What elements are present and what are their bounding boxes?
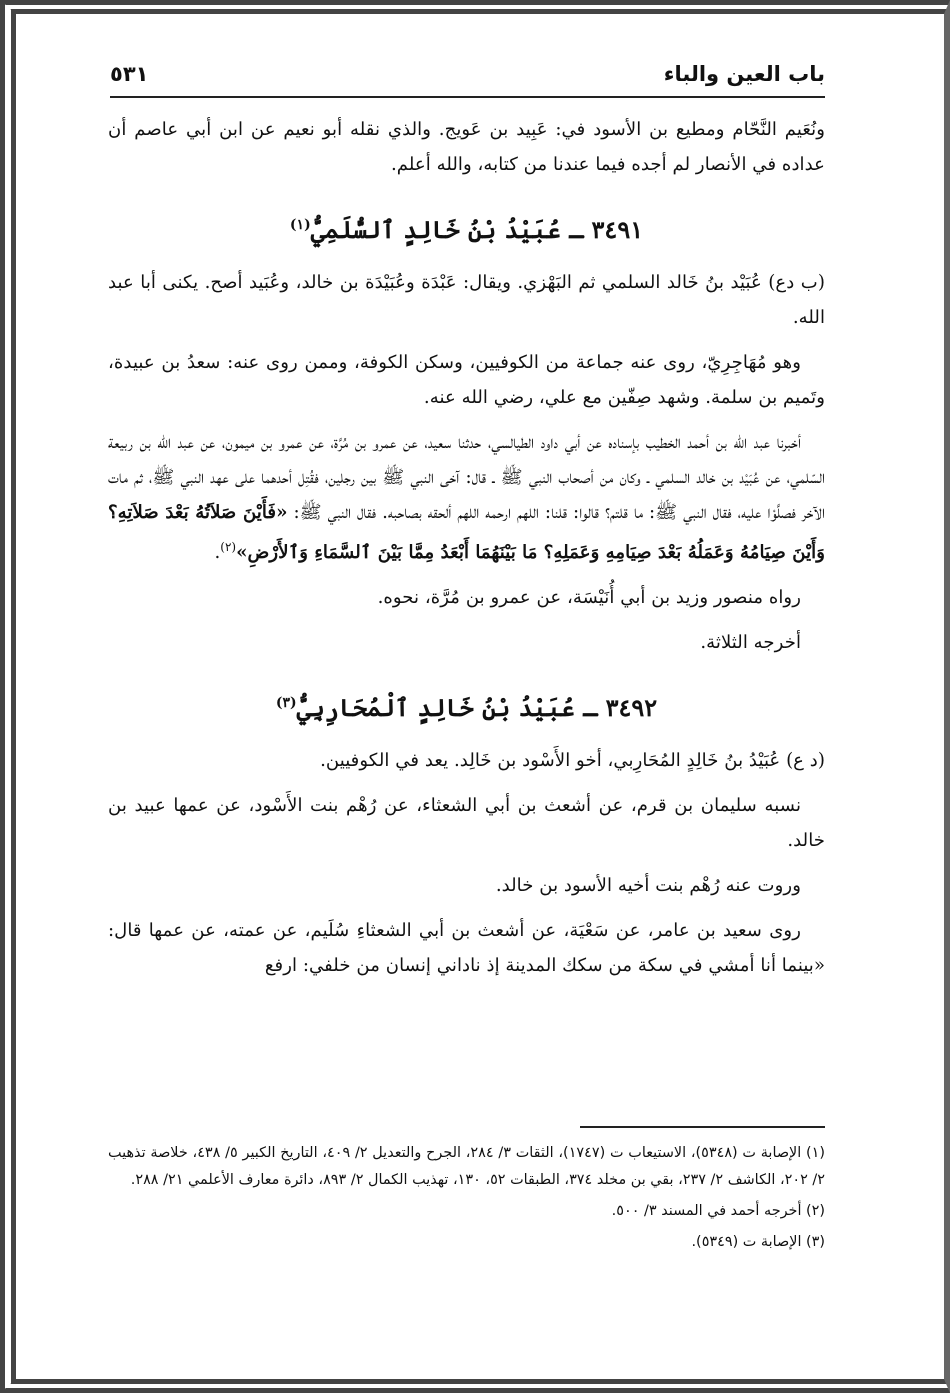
paragraph: أخرجه الثلاثة. [700,632,801,654]
paragraph-text: أخبرنا عبد الله بن أحمد الخطيب بإسناده عن أبي داود الطيالسي، حدثنا سعيد، عن عمرو بن مُرَّة، عن عمرو بن ميمون، عن عبد الله بن ربيعة السّلمي، عن عُبَيْد بن خالد السلمي ـ وكان من أصحاب النبي ﷺ ـ قال: آخى النبي ﷺ بين رجلين، فقُتِل أحدهما على عهد النبي ﷺ، ثم مات الآخر فصلَّوْا عليه، فقال النبي ﷺ: ما قلتم؟ قالوا: قلنا: اللهم ارحمه اللهم ألحقه بصاحبه. فقال النبي ﷺ: [108,432,825,523]
running-title: باب العين والباء [663,62,825,86]
footnote: (١) الإصابة ت (٥٣٤٨)، الاستيعاب ت (١٧٤٧)، الثقات ٣/ ٢٨٤، الجرح والتعديل ٢/ ٤٠٩، التاريخ الكبير ٥/ ٤٣٨، خلاصة تذهيب ٢/ ٢٠٢، الكاشف ٢/ ٢٣٧، بقي بن مخلد ٣٧٤، الطبقات ٥٢، ١٣٠، تهذيب الكمال ٢/ ٨٩٣، دائرة معارف الأعلمي ٢١/ ٢٨٨. [108,1145,825,1188]
paragraph: (ب دع) عُبَيْد بنُ خَالد السلمي ثم البَهْزي. ويقال: عَبْدَة وعُبَيْدَة بن خالد، وعُبَيد أصح. يكنى أبا عبد الله. [108,272,825,328]
paragraph: (د ع) عُبَيْدُ بنُ خَالِدٍ المُحَارِبي، أخو الأَسْود بن خَالِد. يعد في الكوفيين. [320,750,825,772]
paragraph: رواه منصور وزيد بن أبي أُنَيْسَة، عن عمرو بن مُرَّة، نحوه. [377,587,801,609]
entry-title: ٣٤٩١ ـ عُبَيْدُ بْنُ خَالِدٍ ٱلسُّلَمِيُّ [310,215,644,244]
paragraph: روى سعيد بن عامر، عن سَعْيَة، عن أشعث بن أبي الشعثاءِ سُلَيم، عن عمته، عن عمها قال: «بينما أنا أمشي في سكة من سكك المدينة إذ ناداني إنسان من خلفي: ارفع [108,920,825,977]
entry-heading-3492 [108,686,825,725]
footnote-divider [580,1126,825,1128]
running-header [110,62,825,98]
footnote: (٢) أخرجه أحمد في المسند ٣/ ٥٠٠. [611,1203,825,1219]
paragraph: نسبه سليمان بن قرم، عن أشعث بن أبي الشعثاء، عن رُهْم بنت الأَسْود، عن عمها عبيد بن خالد. [108,795,825,852]
paragraph: وهو مُهَاجِرِيّ، روى عنه جماعة من الكوفيين، وسكن الكوفة، وممن روى عنه: سعدُ بن عبيدة، وتَميم بن سلمة. وشهد صِفّين مع علي، رضي الله عنه. [108,352,825,408]
entry-title: ٣٤٩٢ ـ عُبَيْدُ بْنُ خَالِدٍ ٱلْمُحَارِبِيُّ [296,693,658,723]
paragraph: وروت عنه رُهْم بنت أخيه الأسود بن خالد. [495,875,801,897]
paragraph: أخبرنا عبد الله بن أحمد الخطيب بإسناده عن أبي داود الطيالسي، حدثنا سعيد، عن عمرو بن مُرَّة، عن عمرو بن ميمون، عن عبد الله بن ربيعة السّلمي، عن عُبَيْد بن خالد السلمي ـ وكان من أصحاب النبي ﷺ ـ قال: آخى النبي ﷺ بين رجلين، فقُتِل أحدهما على عهد النبي ﷺ، ثم مات الآخر فصلَّوْا عليه، فقال النبي ﷺ: ما قلتم؟ قالوا: قلنا: اللهم ارحمه اللهم ألحقه بصاحبه. فقال النبي ﷺ: «فَأَيْنَ صَلاَتُهُ بَعْدَ صَلاَتِهِ؟ وَأَيْنَ صِيَامُهُ وَعَمَلُهُ بَعْدَ صِيَامِهِ وَعَمَلِهِ؟ مَا بَيْنَهُمَا أَبْعَدُ مِمَّا بَيْنَ ٱلسَّمَاءِ وَٱلأَرْضِ»$^{(٢)}$. [108,432,825,564]
footnote-ref: (١) [289,217,311,233]
intro-paragraph: ونُعَيم النَّحّام ومطيع بن الأسود في: عَبِيد بن عَويج. والذي نقله أبو نعيم عن ابن أبي عاصم أن عداده في الأنصار لم أجده فيما عندنا من كتابه، والله أعلم. [108,119,825,175]
footnotes [108,1140,825,1260]
main-text [108,112,825,993]
page-number: ٥٣١ [110,62,149,86]
footnote-ref: (٢) [220,540,237,554]
footnote-ref: (٣) [275,695,297,712]
footnote: (٣) الإصابة ت (٥٣٤٩). [691,1234,825,1250]
entry-heading-3491 [108,208,825,247]
hadith-quote: «فَأَيْنَ صَلاَتُهُ بَعْدَ صَلاَتِهِ؟ وَأَيْنَ صِيَامُهُ وَعَمَلُهُ بَعْدَ صِيَامِهِ وَعَمَلِهِ؟ مَا بَيْنَهُمَا أَبْعَدُ مِمَّا بَيْنَ ٱلسَّمَاءِ وَٱلأَرْضِ» [108,502,825,564]
